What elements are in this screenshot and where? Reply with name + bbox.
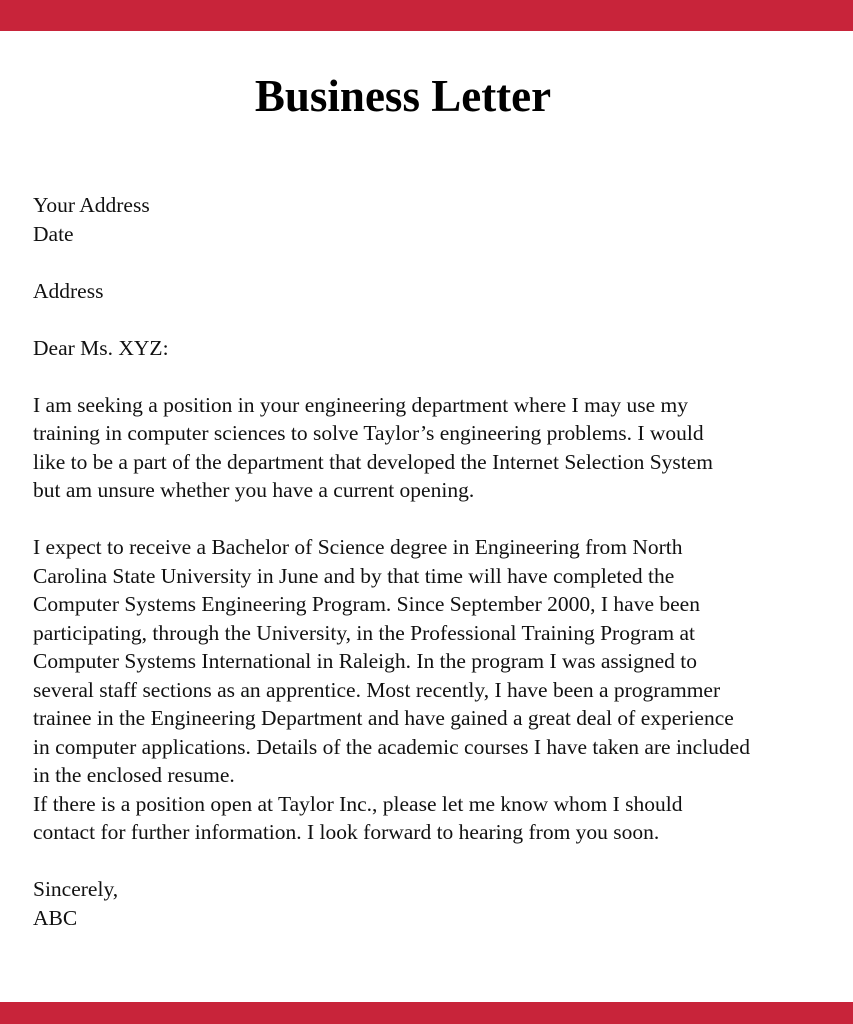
paragraph-2 xyxy=(33,533,833,790)
paragraph-line: Computer Systems International in Raleigh. In the program I was assigned to xyxy=(33,649,697,673)
paragraph-line: Computer Systems Engineering Program. Since September 2000, I have been xyxy=(33,592,700,616)
letter-date: Date xyxy=(33,221,74,246)
sender-address: Your Address xyxy=(33,193,150,217)
paragraph-line: trainee in the Engineering Department and have gained a great deal of experience xyxy=(33,706,734,730)
top-accent-bar xyxy=(0,0,853,31)
bottom-accent-bar xyxy=(0,1002,853,1024)
paragraph-line: like to be a part of the department that developed the Internet Selection System xyxy=(33,449,714,474)
paragraph-1 xyxy=(33,391,833,505)
closing: Sincerely, xyxy=(33,877,119,901)
salutation: Dear Ms. XYZ: xyxy=(33,335,169,360)
paragraph-line: several staff sections as an apprentice. Most recently, I have been a programmer xyxy=(33,677,721,702)
paragraph-line: Carolina State University in June and by that time will have completed the xyxy=(33,563,675,588)
paragraph-line: training in computer sciences to solve Taylor’s engineering problems. I would xyxy=(33,421,704,445)
paragraph-line: contact for further information. I look forward to hearing from you soon. xyxy=(33,820,660,844)
paragraph-line: but am unsure whether you have a current opening. xyxy=(33,478,475,502)
recipient-address: Address xyxy=(33,278,104,303)
page-title: Business Letter xyxy=(254,71,552,121)
paragraph-line: I expect to receive a Bachelor of Science degree in Engineering from North xyxy=(33,535,683,559)
paragraph-line: in the enclosed resume. xyxy=(33,763,235,787)
paragraph-3 xyxy=(33,790,833,847)
paragraph-line: I am seeking a position in your engineering department where I may use my xyxy=(33,392,688,417)
signature: ABC xyxy=(33,905,78,930)
letter-body xyxy=(33,191,833,932)
paragraph-line: If there is a position open at Taylor Inc., please let me know whom I should xyxy=(33,791,683,816)
paragraph-line: in computer applications. Details of the academic courses I have taken are included xyxy=(33,734,750,759)
paragraph-line: participating, through the University, in the Professional Training Program at xyxy=(33,620,696,645)
